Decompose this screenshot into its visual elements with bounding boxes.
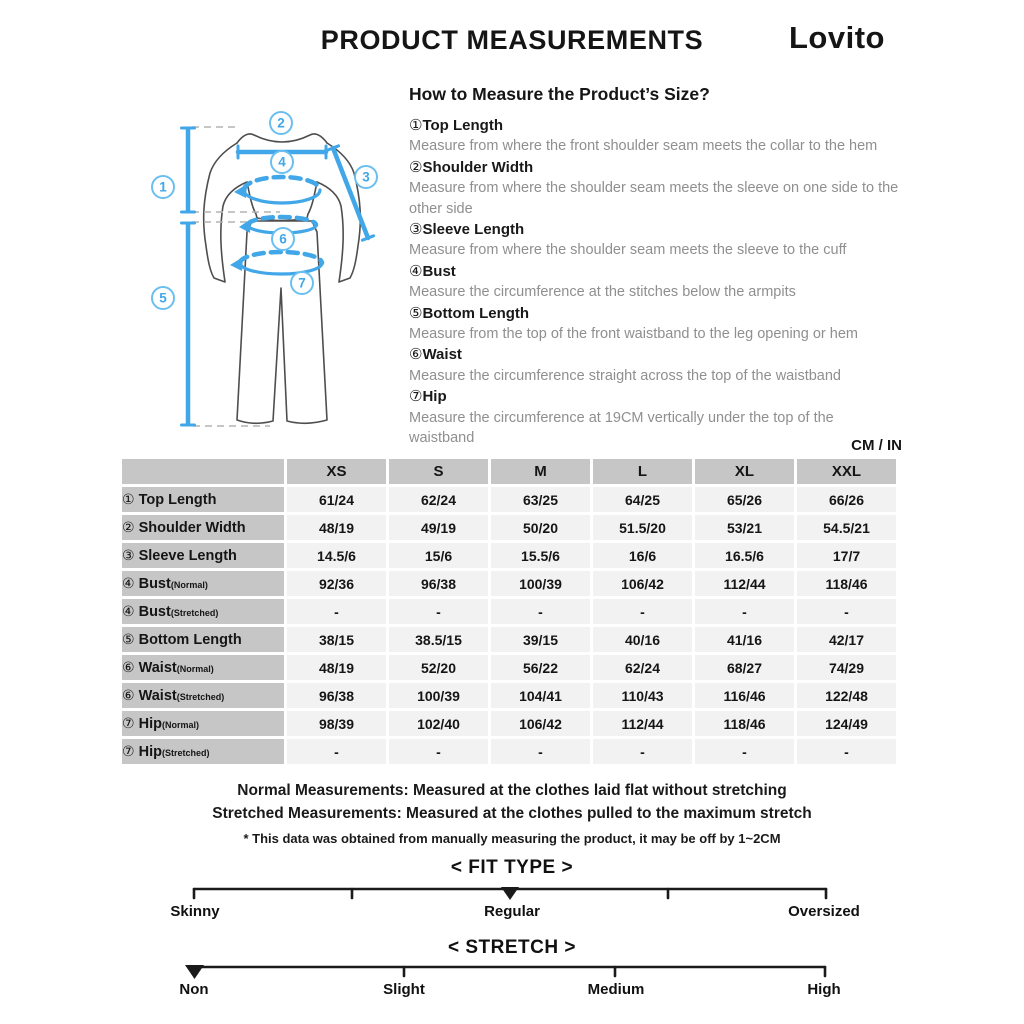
- row-label-text: Sleeve Length: [138, 547, 237, 564]
- measurement-value: 16/6: [593, 543, 692, 568]
- row-label: [122, 599, 284, 624]
- circled-number: ④: [122, 575, 135, 592]
- guide-item-title: [409, 386, 914, 407]
- row-label: [122, 711, 284, 736]
- size-column-header: M: [491, 459, 590, 484]
- guide-item: [409, 115, 914, 157]
- fit-type-label-oversized: Oversized: [788, 903, 860, 920]
- measurement-value: 61/24: [287, 487, 386, 512]
- guide-item-title: [409, 219, 914, 240]
- measurement-value: 52/20: [389, 655, 488, 680]
- measurement-value: 49/19: [389, 515, 488, 540]
- guide-item: [409, 344, 914, 386]
- guide-item-name: Hip: [422, 388, 447, 406]
- measurement-value: -: [593, 739, 692, 764]
- table-row: [122, 543, 896, 568]
- measurement-value: -: [389, 599, 488, 624]
- guide-heading: How to Measure the Product’s Size?: [409, 84, 710, 104]
- table-row: [122, 599, 896, 624]
- row-label-text: Bust: [138, 575, 171, 592]
- row-label: [122, 571, 284, 596]
- row-label-text: Waist: [138, 687, 177, 704]
- circled-number: ④: [409, 261, 423, 280]
- measurement-value: 16.5/6: [695, 543, 794, 568]
- measurement-value: -: [695, 599, 794, 624]
- size-table-header-row: [122, 459, 896, 484]
- measurement-value: -: [695, 739, 794, 764]
- stretch-title: < STRETCH >: [448, 937, 576, 958]
- measurement-value: 63/25: [491, 487, 590, 512]
- measurement-value: -: [287, 739, 386, 764]
- stretch-marker: [185, 965, 204, 979]
- row-label-subscript: (Normal): [170, 579, 208, 590]
- stretch-scale: [180, 962, 840, 990]
- guide-item-name: Sleeve Length: [422, 221, 525, 239]
- measurement-value: 39/15: [491, 627, 590, 652]
- size-column-header: S: [389, 459, 488, 484]
- measurement-value: 104/41: [491, 683, 590, 708]
- table-row: [122, 627, 896, 652]
- measurement-value: 106/42: [491, 711, 590, 736]
- size-column-header: XS: [287, 459, 386, 484]
- guide-item: [409, 261, 914, 303]
- guide-item-desc: Measure from where the front shoulder seam meets the collar to the hem: [409, 138, 878, 155]
- stretch-label-high: High: [807, 981, 841, 998]
- note-stretched: Stretched Measurements: Measured at the clothes pulled to the maximum stretch: [212, 805, 812, 822]
- row-label: [122, 627, 284, 652]
- measurement-value: 14.5/6: [287, 543, 386, 568]
- stretch-ticks: [404, 967, 825, 976]
- note-normal: Normal Measurements: Measured at the clothes laid flat without stretching: [237, 782, 787, 799]
- measurement-value: 112/44: [695, 571, 794, 596]
- row-label: [122, 739, 284, 764]
- measurement-value: 17/7: [797, 543, 896, 568]
- measurement-value: 48/19: [287, 515, 386, 540]
- measurement-value: 38.5/15: [389, 627, 488, 652]
- fit-type-label-skinny: Skinny: [170, 903, 220, 920]
- circled-number: ④: [122, 603, 135, 620]
- table-row: [122, 683, 896, 708]
- guide-item-desc: Measure the circumference at 19CM vertically under the top of the waistband: [409, 409, 834, 447]
- diagram-number-4: 4: [278, 154, 286, 170]
- table-row: [122, 655, 896, 680]
- measurement-value: 15/6: [389, 543, 488, 568]
- circled-number: ②: [409, 157, 423, 176]
- table-row: [122, 571, 896, 596]
- shirt-neckline: [237, 134, 327, 143]
- size-table-body: [122, 487, 896, 764]
- diagram-number-3: 3: [362, 169, 370, 185]
- fit-type-title: < FIT TYPE >: [450, 857, 574, 878]
- page-title: PRODUCT MEASUREMENTS: [320, 25, 704, 55]
- row-label-subscript: (Stretched): [170, 607, 219, 618]
- guide-item-desc: Measure from the top of the front waistband to the leg opening or hem: [409, 326, 858, 343]
- measurement-value: 62/24: [389, 487, 488, 512]
- row-label-subscript: (Normal): [176, 663, 214, 674]
- measurement-value: -: [287, 599, 386, 624]
- row-label-text: Hip: [138, 715, 162, 732]
- measure-guide: [409, 84, 914, 449]
- measurement-value: 40/16: [593, 627, 692, 652]
- guide-item-name: Waist: [422, 346, 462, 364]
- measurement-value: 68/27: [695, 655, 794, 680]
- measurement-value: 96/38: [389, 571, 488, 596]
- guide-item-title: [409, 303, 914, 324]
- measurement-value: 41/16: [695, 627, 794, 652]
- measurement-value: 48/19: [287, 655, 386, 680]
- guide-item-title: [409, 261, 914, 282]
- measurement-value: 54.5/21: [797, 515, 896, 540]
- circled-number: ⑥: [122, 659, 135, 676]
- measurement-value: 124/49: [797, 711, 896, 736]
- measurement-value: 38/15: [287, 627, 386, 652]
- measurement-value: 92/36: [287, 571, 386, 596]
- table-row: [122, 711, 896, 736]
- circled-number: ②: [122, 519, 135, 536]
- guide-item-desc: Measure the circumference at the stitches below the armpits: [409, 284, 796, 301]
- circled-number: ⑦: [409, 387, 423, 406]
- row-label: [122, 487, 284, 512]
- diagram-number-5: 5: [159, 290, 167, 306]
- guide-item: [409, 157, 914, 219]
- guide-item-desc: Measure from where the shoulder seam meets the sleeve to the cuff: [409, 242, 847, 259]
- row-label-text: Waist: [138, 659, 177, 676]
- circled-number: ⑥: [122, 687, 135, 704]
- stretch-label-slight: Slight: [383, 981, 425, 998]
- unit-label: CM / IN: [851, 437, 902, 454]
- circled-number: ①: [122, 491, 135, 508]
- diagram-number-6: 6: [279, 231, 287, 247]
- measure-guide-list: [409, 115, 914, 449]
- size-column-header: XL: [695, 459, 794, 484]
- guide-item: [409, 219, 914, 261]
- guide-item-desc: Measure from where the shoulder seam meets the sleeve on one side to the other side: [409, 180, 899, 217]
- guide-item-title: [409, 157, 914, 178]
- measurement-value: 100/39: [491, 571, 590, 596]
- guide-item-name: Top Length: [422, 117, 503, 134]
- row-label: [122, 515, 284, 540]
- measurement-value: 102/40: [389, 711, 488, 736]
- stretch-label-non: Non: [179, 981, 209, 998]
- measurement-value: 100/39: [389, 683, 488, 708]
- row-label-subscript: (Stretched): [176, 691, 225, 702]
- measurement-value: 42/17: [797, 627, 896, 652]
- circled-number: ⑥: [409, 345, 423, 364]
- circled-number: ③: [409, 220, 423, 239]
- measurement-value: -: [491, 739, 590, 764]
- fit-type-marker: [501, 887, 519, 900]
- measurement-value: 112/44: [593, 711, 692, 736]
- guide-item-name: Bottom Length: [422, 304, 530, 322]
- row-label-text: Hip: [138, 743, 162, 760]
- size-table-corner-cell: [122, 459, 284, 484]
- guide-item: [409, 303, 914, 345]
- measurement-value: 98/39: [287, 711, 386, 736]
- table-row: [122, 739, 896, 764]
- row-label-text: Bottom Length: [138, 631, 242, 648]
- row-label: [122, 655, 284, 680]
- measurement-value: 66/26: [797, 487, 896, 512]
- brand-logo: Lovito: [789, 20, 885, 55]
- garment-diagram: [130, 105, 408, 440]
- row-label-text: Top Length: [138, 491, 217, 508]
- circled-number: ①: [409, 116, 423, 134]
- guide-item-name: Bust: [422, 262, 456, 280]
- row-label-text: Bust: [138, 603, 171, 620]
- measurement-value: 122/48: [797, 683, 896, 708]
- circled-number: ⑦: [122, 743, 135, 760]
- row-label-subscript: (Stretched): [161, 747, 210, 758]
- measurement-value: 118/46: [797, 571, 896, 596]
- diagram-number-2: 2: [277, 115, 285, 131]
- row-label-text: Shoulder Width: [138, 519, 246, 536]
- fit-type-label-regular: Regular: [484, 903, 540, 920]
- table-row: [122, 515, 896, 540]
- measurement-value: 74/29: [797, 655, 896, 680]
- guide-item-title: [409, 115, 914, 136]
- note-disclaimer: * This data was obtained from manually measuring the product, it may be off by 1~2CM: [243, 831, 781, 846]
- row-label: [122, 543, 284, 568]
- measurement-value: 51.5/20: [593, 515, 692, 540]
- guide-item-desc: Measure the circumference straight across the top of the waistband: [409, 367, 841, 384]
- table-row: [122, 487, 896, 512]
- size-column-header: XXL: [797, 459, 896, 484]
- measurement-value: -: [389, 739, 488, 764]
- size-column-header: L: [593, 459, 692, 484]
- measurement-value: 110/43: [593, 683, 692, 708]
- measurement-value: 53/21: [695, 515, 794, 540]
- circled-number: ⑤: [122, 631, 135, 648]
- row-label-subscript: (Normal): [161, 719, 199, 730]
- measurement-value: -: [491, 599, 590, 624]
- guide-item-title: [409, 344, 914, 365]
- measurement-value: 116/46: [695, 683, 794, 708]
- circled-number: ③: [122, 547, 135, 564]
- reference-dashes: [192, 127, 280, 426]
- circled-number: ⑦: [122, 715, 135, 732]
- notes: [0, 779, 1024, 846]
- measurement-value: 65/26: [695, 487, 794, 512]
- measurement-value: 106/42: [593, 571, 692, 596]
- measurement-value: 118/46: [695, 711, 794, 736]
- measurement-value: 64/25: [593, 487, 692, 512]
- stretch-label-medium: Medium: [587, 981, 645, 998]
- measurement-value: 62/24: [593, 655, 692, 680]
- measurement-value: 15.5/6: [491, 543, 590, 568]
- size-table: [119, 456, 899, 767]
- diagram-number-1: 1: [159, 179, 167, 195]
- measurement-value: 50/20: [491, 515, 590, 540]
- measurement-value: 96/38: [287, 683, 386, 708]
- row-label: [122, 683, 284, 708]
- diagram-number-7: 7: [298, 275, 306, 291]
- guide-item-name: Shoulder Width: [422, 158, 534, 176]
- measurement-value: -: [797, 739, 896, 764]
- measurement-value: 56/22: [491, 655, 590, 680]
- circled-number: ⑤: [409, 303, 423, 322]
- measurement-value: -: [797, 599, 896, 624]
- size-table-head: [122, 459, 896, 484]
- measurement-value: -: [593, 599, 692, 624]
